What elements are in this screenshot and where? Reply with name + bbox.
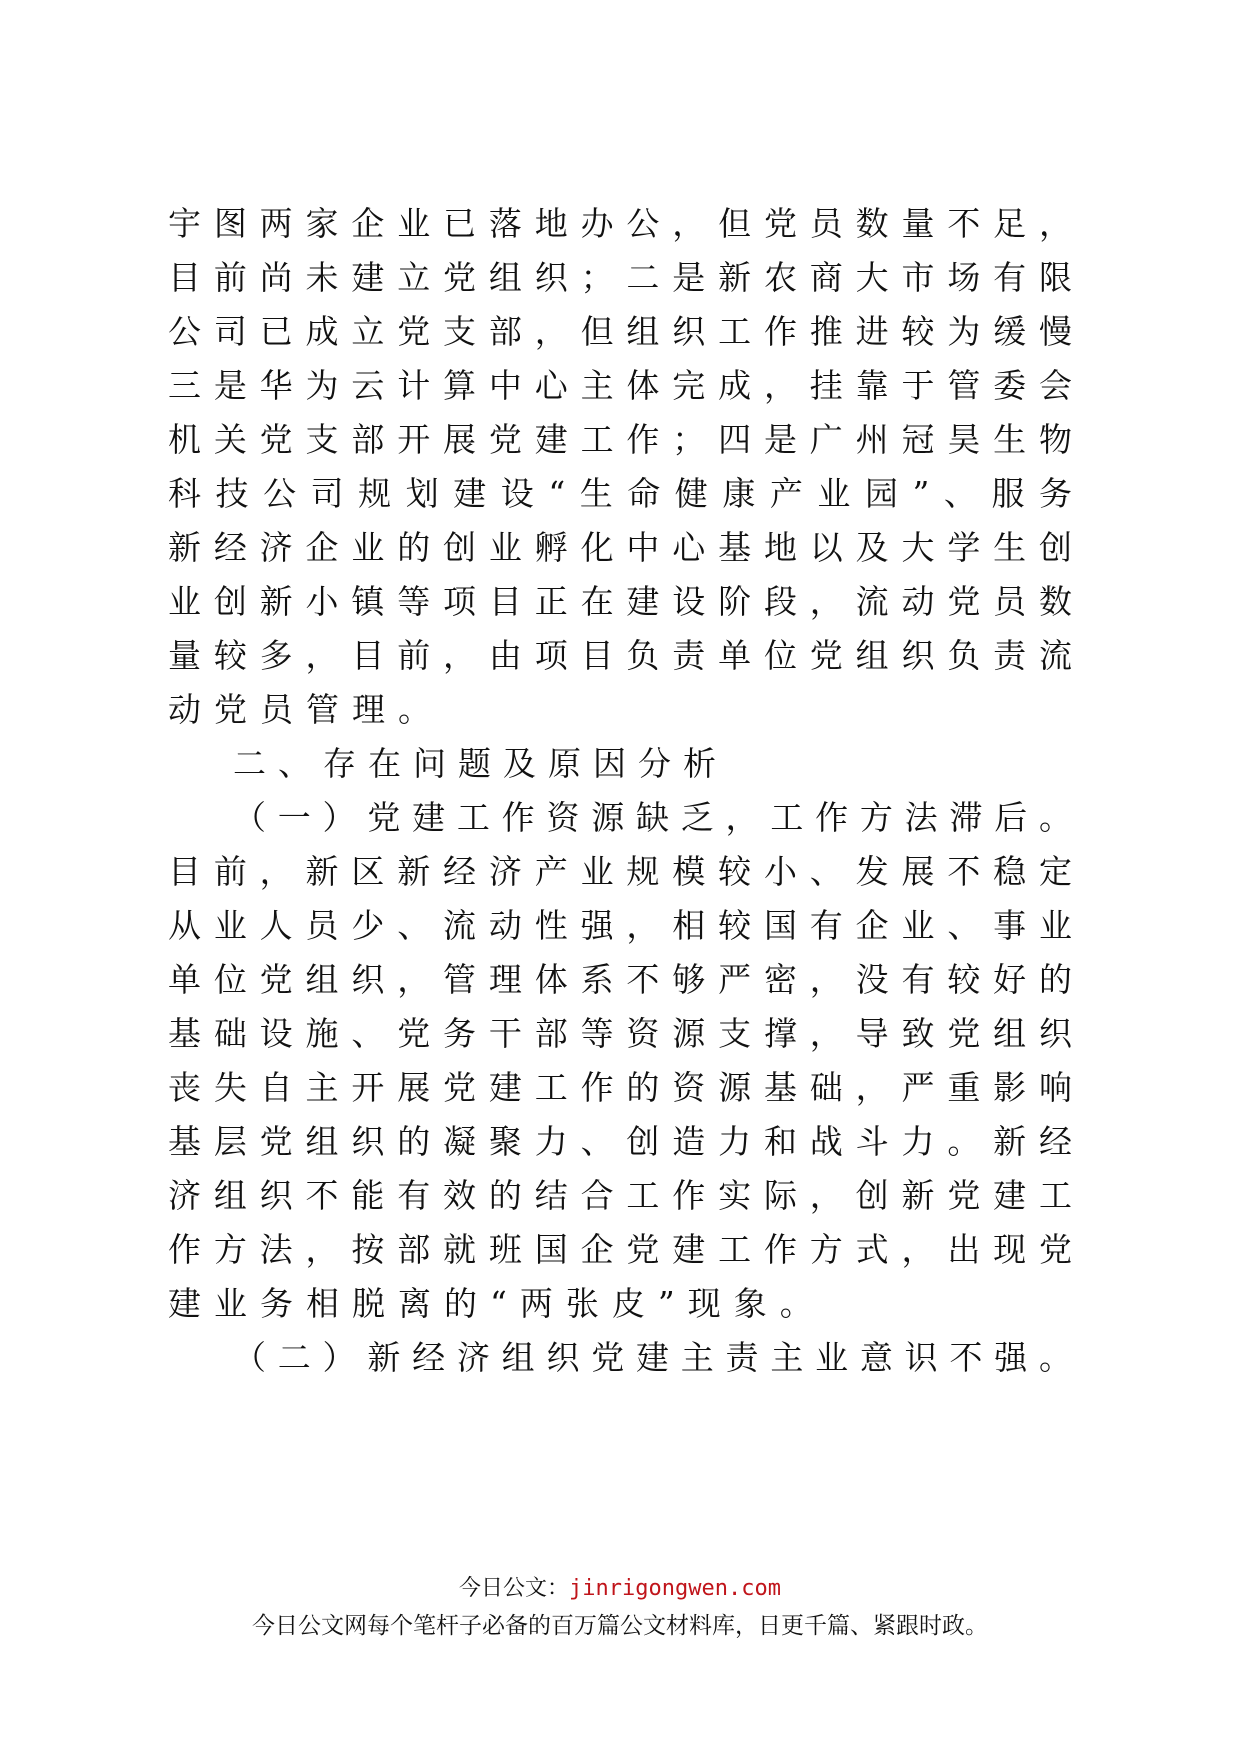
body-line: 科技公司规划建设“生命健康产业园”、服务 <box>168 474 1072 513</box>
section-heading: 二、存在问题及原因分析 <box>233 744 728 783</box>
body-line: 基层党组织的凝聚力、创造力和战斗力。新经 <box>168 1122 1072 1161</box>
body-line: 目前，新区新经济产业规模较小、发展不稳定 <box>168 852 1072 891</box>
body-line: 公司已成立党支部，但组织工作推进较为缓慢 <box>168 312 1072 351</box>
subsection-heading-line: （二）新经济组织党建主责主业意识不强。 <box>233 1338 1072 1377</box>
body-line: 丧失自主开展党建工作的资源基础，严重影响 <box>168 1068 1072 1107</box>
body-line: 动党员管理。 <box>168 690 444 729</box>
footer-site-label: 今日公文： <box>459 1576 570 1601</box>
body-line: 目前尚未建立党组织；二是新农商大市场有限 <box>168 258 1072 297</box>
body-line: 新经济企业的创业孵化中心基地以及大学生创 <box>168 528 1072 567</box>
footer-site-link[interactable] <box>0 1574 1240 1604</box>
body-line: 业创新小镇等项目正在建设阶段，流动党员数 <box>168 582 1072 621</box>
body-line: 单位党组织，管理体系不够严密，没有较好的 <box>168 960 1072 999</box>
body-line: 建业务相脱离的“两张皮”现象。 <box>168 1284 826 1323</box>
body-line: 从业人员少、流动性强，相较国有企业、事业 <box>168 906 1072 945</box>
body-line: 基础设施、党务干部等资源支撑，导致党组织 <box>168 1014 1072 1053</box>
body-line: 宇图两家企业已落地办公，但党员数量不足， <box>168 204 1072 243</box>
body-line: 济组织不能有效的结合工作实际，创新党建工 <box>168 1176 1072 1215</box>
body-line: 三是华为云计算中心主体完成，挂靠于管委会 <box>168 366 1072 405</box>
body-line: 机关党支部开展党建工作；四是广州冠昊生物 <box>168 420 1072 459</box>
body-line: 作方法，按部就班国企党建工作方式，出现党 <box>168 1230 1072 1269</box>
body-line: 量较多，目前，由项目负责单位党组织负责流 <box>168 636 1072 675</box>
subsection-heading-line: （一）党建工作资源缺乏，工作方法滞后。 <box>233 798 1072 837</box>
footer-slogan: 今日公文网每个笔杆子必备的百万篇公文材料库，日更千篇、紧跟时政。 <box>252 1613 988 1639</box>
footer-url[interactable]: jinrigongwen.com <box>569 1576 781 1601</box>
